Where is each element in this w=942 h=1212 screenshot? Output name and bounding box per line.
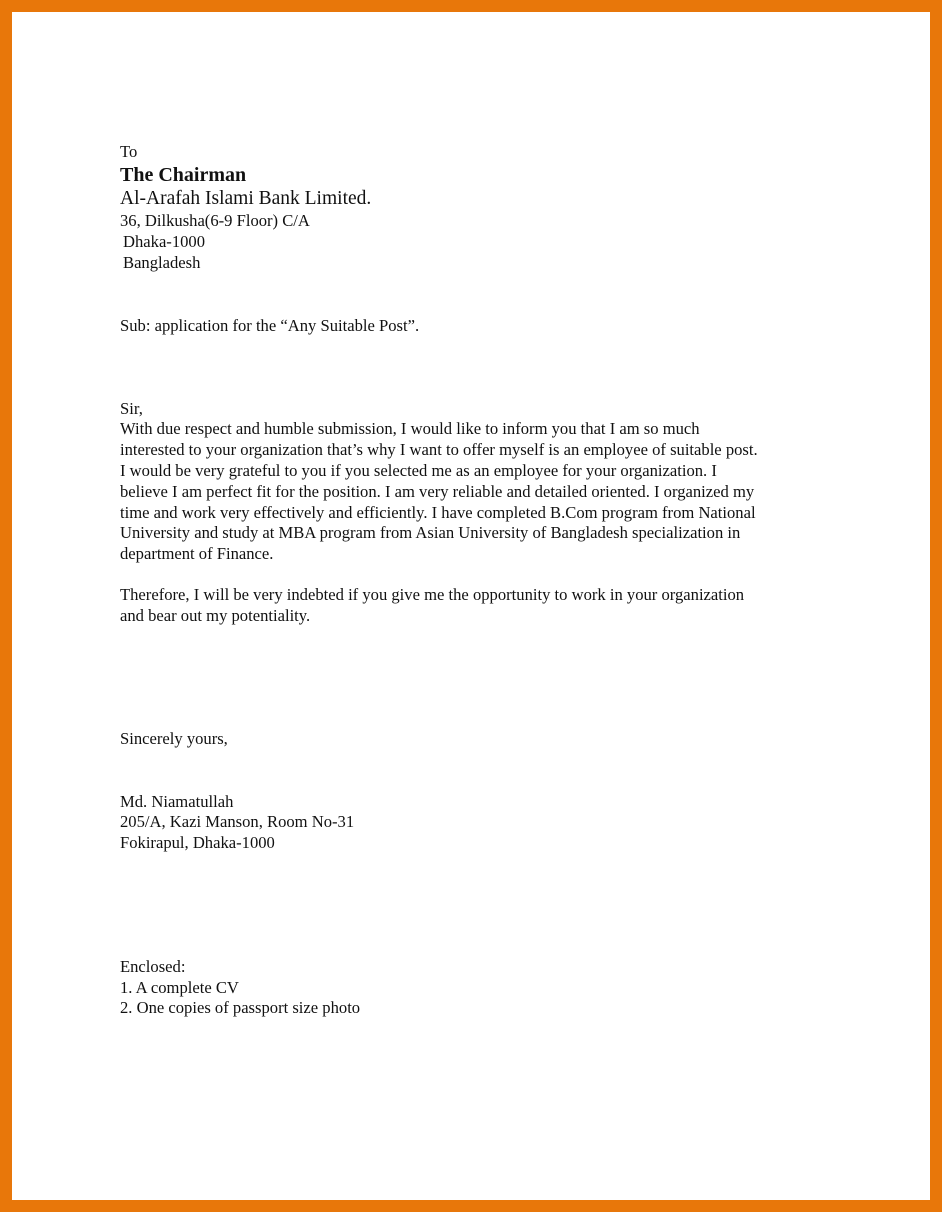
body-line: University and study at MBA program from Asian University of Bangladesh specialization in (120, 523, 741, 542)
sender-name: Md. Niamatullah (120, 792, 234, 811)
recipient-title: The Chairman (120, 164, 247, 186)
recipient-address-line1: 36, Dilkusha(6-9 Floor) C/A (120, 211, 310, 230)
recipient-address-line2: Dhaka-1000 (123, 232, 206, 251)
body-line: and bear out my potentiality. (120, 606, 311, 625)
enclosure-item: 2. One copies of passport size photo (120, 998, 361, 1017)
letter-page (12, 12, 930, 1200)
enclosure-item: 1. A complete CV (120, 978, 239, 997)
closing: Sincerely yours, (120, 729, 228, 748)
body-line: time and work very effectively and efficiently. I have completed B.Com program from National (120, 503, 756, 522)
greeting: Sir, (120, 399, 143, 418)
recipient-organization: Al-Arafah Islami Bank Limited. (120, 188, 372, 209)
body-line: Therefore, I will be very indebted if you give me the opportunity to work in your organization (120, 585, 745, 604)
body-line: believe I am perfect fit for the position. I am very reliable and detailed oriented. I organized my (120, 482, 755, 501)
recipient-address-line3: Bangladesh (123, 253, 201, 272)
body-line: interested to your organization that’s why I want to offer myself is an employee of suitable post. (120, 440, 758, 459)
sender-address-line2: Fokirapul, Dhaka-1000 (120, 833, 275, 852)
body-line: department of Finance. (120, 544, 274, 563)
subject-line: Sub: application for the “Any Suitable Post”. (120, 316, 420, 335)
body-line: With due respect and humble submission, I would like to inform you that I am so much (120, 419, 700, 438)
enclosures-label: Enclosed: (120, 957, 186, 976)
body-line: I would be very grateful to you if you selected me as an employee for your organization. I (120, 461, 717, 480)
sender-address-line1: 205/A, Kazi Manson, Room No-31 (120, 812, 355, 831)
to-label: To (120, 142, 138, 161)
